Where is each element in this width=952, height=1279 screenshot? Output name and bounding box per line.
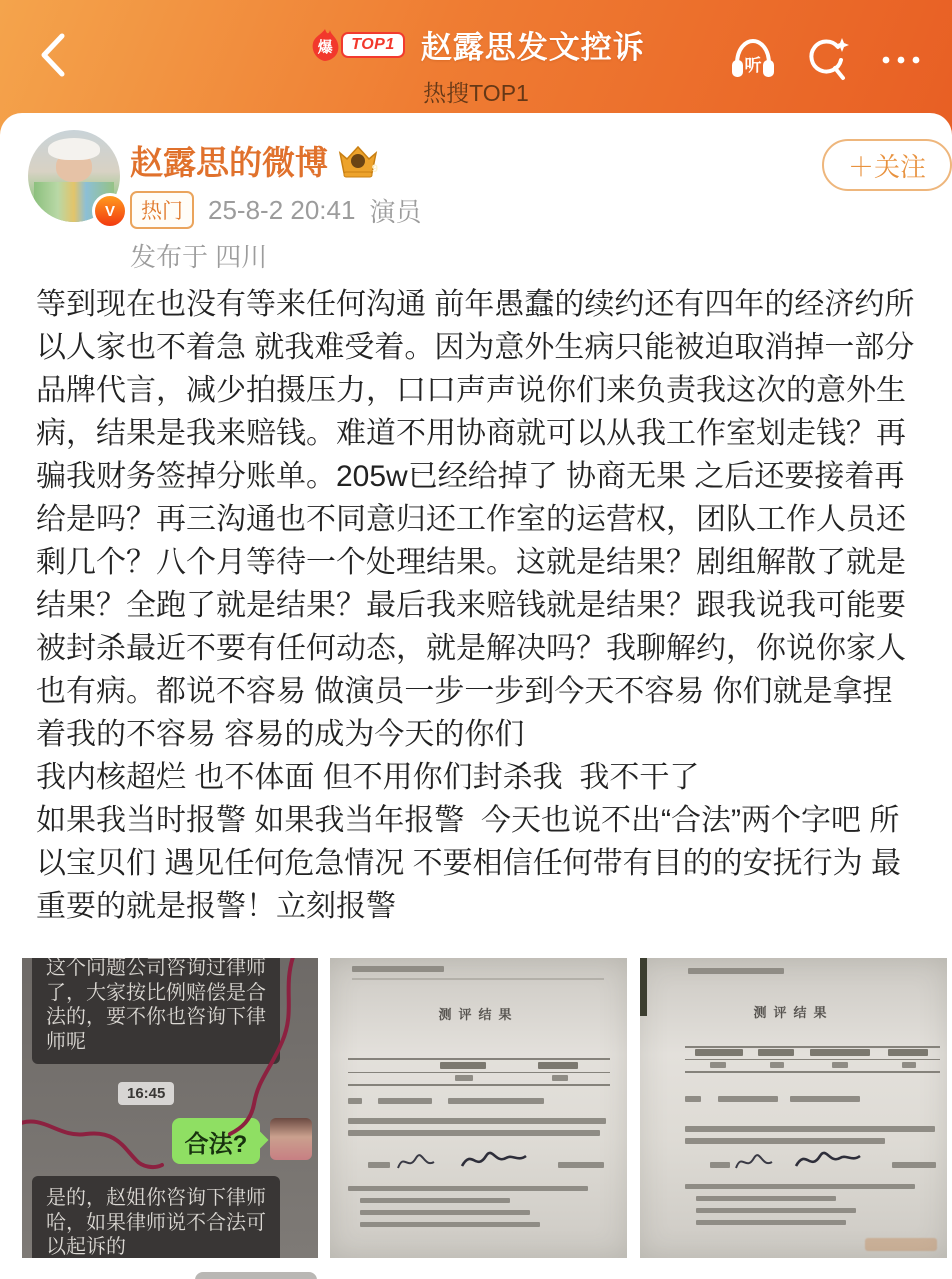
doc-table-header (758, 1049, 794, 1056)
doc-list-line (348, 1186, 588, 1191)
more-icon[interactable] (876, 34, 926, 82)
doc-table-header (810, 1049, 870, 1056)
ai-search-icon[interactable] (802, 34, 852, 82)
svg-text:听: 听 (744, 56, 762, 75)
post-body (36, 283, 918, 928)
chat-bubble-incoming: 这个问题公司咨询过律师了，大家按比例赔偿是合法的，要不你也咨询下律师呢 (32, 958, 280, 1064)
top1-badge: TOP1 (341, 32, 405, 58)
author-role: 演员 (369, 196, 422, 227)
attachment-row (22, 958, 947, 1258)
doc-list-line (360, 1198, 510, 1203)
doc-date-line (892, 1162, 936, 1168)
doc-text-line (790, 1096, 860, 1102)
doc-list-line (696, 1220, 846, 1225)
doc-table-header (440, 1062, 486, 1069)
next-image-peek[interactable] (195, 1272, 317, 1279)
avatar-visor (48, 138, 100, 160)
doc-text-line (448, 1098, 544, 1104)
page-title: 赵露思发文控诉 (420, 30, 645, 65)
doc-rule (352, 978, 604, 980)
listen-icon[interactable] (728, 34, 778, 82)
post-location: 发布于 四川 (130, 242, 268, 272)
doc-table-cell (552, 1075, 568, 1081)
doc-title: 测评结果 (438, 1007, 519, 1022)
doc-list-line (696, 1208, 856, 1213)
doc-table-line (348, 1058, 610, 1060)
doc-text-line (348, 1118, 606, 1124)
hot-flame-icon: 爆 (307, 27, 343, 63)
doc-table-cell (770, 1062, 784, 1068)
hot-tag: 热门 (130, 191, 194, 229)
author-name[interactable]: 赵露思的微博 (130, 144, 328, 181)
page-subtitle: 热搜TOP1 (423, 80, 529, 106)
doc-table-line (685, 1046, 940, 1048)
doc-table-cell (902, 1062, 916, 1068)
doc-title: 测评结果 (753, 1005, 834, 1020)
doc-table-cell (455, 1075, 473, 1081)
doc-table-line (348, 1072, 610, 1073)
doc-signature-label (710, 1162, 730, 1168)
doc-table-header (695, 1049, 743, 1056)
doc-text-line (348, 1098, 362, 1104)
doc-list-line (360, 1210, 530, 1215)
post-paragraph: 如果我当时报警 如果我当年报警 今天也说不出“合法”两个字吧 所以宝贝们 遇见任何危急情况 不要相信任何带有目的的安抚行为 最重要的就是报警！立刻报警 (36, 804, 902, 923)
attachment-chat-screenshot[interactable] (22, 958, 318, 1258)
doc-table-line (348, 1084, 610, 1086)
doc-text-line (718, 1096, 778, 1102)
follow-button[interactable]: ＋关注 (822, 139, 952, 191)
doc-table-line (685, 1071, 940, 1073)
post-paragraph: 等到现在也没有等来任何沟通 前年愚蠢的续约还有四年的经济约所以人家也不着急 就我难受着。因为意外生病只能被迫取消掉一部分品牌代言，减少拍摄压力，口口声声说你们来负责我这次的意外生病，结果是我来赔钱。难道不用协商就可以从我工作室划走钱？再骗我财务签掉分账单。205w已经给掉了 协商无果 之后还要接着再给是吗？再三沟通也不同意归还工作室的运营权，团队工作人员还剩几个？八个月等待一个处理结果。这就是结果？剧组解散了就是结果？全跑了就是结果？最后我来赔钱就是结果？跟我说我可能要被封杀最近不要有任何动态，就是解决吗？我聊解约，你说你家人也有病。都说不容易 做演员一步一步到今天不容易 你们就是拿捏着我的不容易 容易的成为今天的你们 (36, 288, 915, 751)
doc-list-line (696, 1196, 836, 1201)
attachment-document-photo[interactable] (640, 958, 947, 1258)
doc-signature-label (368, 1162, 390, 1168)
post-card (0, 113, 952, 1279)
doc-list-line (685, 1184, 915, 1189)
doc-table-header (538, 1062, 578, 1069)
doc-table-header (888, 1049, 928, 1056)
post-datetime: 25-8-2 20:41 (208, 194, 356, 225)
post-paragraph: 我内核超烂 也不体面 但不用你们封杀我 我不干了 (36, 761, 700, 794)
doc-signatures (392, 1144, 562, 1178)
doc-text-line (688, 968, 784, 974)
chat-bubble-outgoing: 合法? (172, 1118, 260, 1164)
chat-avatar (270, 1118, 312, 1160)
verified-badge: V (92, 193, 128, 229)
doc-text-line (348, 1130, 600, 1136)
crown-icon (336, 139, 380, 181)
attachment-document-photo[interactable] (330, 958, 627, 1258)
doc-table-cell (710, 1062, 726, 1068)
doc-table-cell (832, 1062, 848, 1068)
doc-table-line (685, 1059, 940, 1060)
doc-signatures (730, 1144, 900, 1178)
doc-date-line (558, 1162, 604, 1168)
image-watermark (865, 1238, 937, 1251)
chat-timestamp: 16:45 (118, 1082, 174, 1105)
doc-text-line (378, 1098, 432, 1104)
doc-text-line (685, 1126, 935, 1132)
doc-text-line (685, 1096, 701, 1102)
doc-text-line (352, 966, 444, 972)
crown-level: 9 (371, 163, 378, 175)
chat-bubble-incoming: 是的，赵姐你咨询下律师哈，如果律师说不合法可以起诉的 (32, 1176, 280, 1258)
doc-list-line (360, 1222, 540, 1227)
